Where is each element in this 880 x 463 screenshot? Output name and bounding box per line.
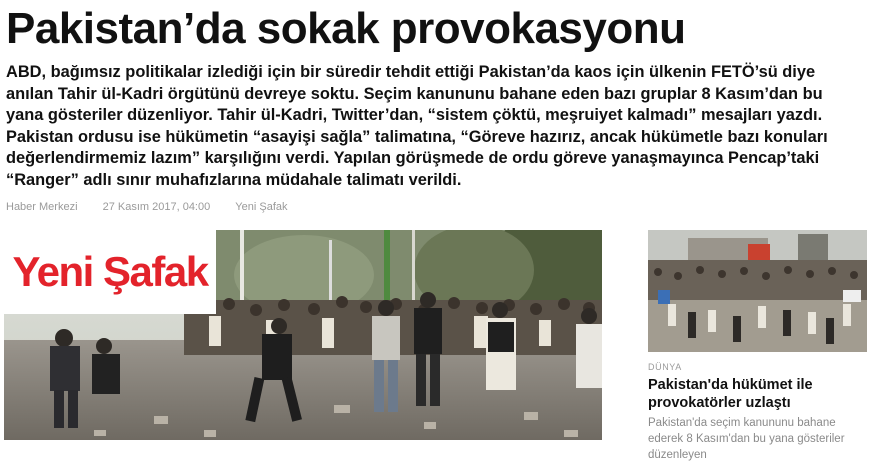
article-date: 27 Kasım 2017, 04:00 xyxy=(102,201,211,213)
article-source[interactable]: Yeni Şafak xyxy=(235,201,288,213)
related-article-photo[interactable] xyxy=(648,230,867,352)
logo-text: Yeni Şafak xyxy=(12,248,208,295)
main-article-photo[interactable] xyxy=(4,230,602,440)
article-author[interactable]: Haber Merkezi xyxy=(6,201,78,213)
article-meta xyxy=(6,201,310,213)
related-article-description: Pakistan'da seçim kanununu bahane ederek 8 Kasım'dan bu yana gösteriler düzenleyen xyxy=(648,417,845,461)
article-summary: ABD, bağımsız politikalar izlediği için bir süredir tehdit ettiği Pakistan’da kaos için ülkenin FETÖ’sü diye anılan Tahir ül-Kadri örgütünü devreye soktu. Seçim kanununu bahane eden bazı gruplar 8 Kasım’dan bu yana gösteriler düzenliyor. Tahir ül-Kadri, Twitter’dan, “sistem çöktü, meşruiyet kalmadı” mesajları yazdı. Pakistan ordusu ise hükümetin “asayişi sağla” talimatına, “Göreve hazırız, ancak hükümetle bazı konuları değerlendirmemiz lazım” karşılığını verdi. Yapılan görüşmede de ordu göreve yanaşmayınca Pencap’taki “Ranger” adlı sınır muhafızlarına müdahale talimatı verildi. xyxy=(6,63,828,189)
related-category[interactable]: DÜNYA xyxy=(648,362,682,372)
article-headline: Pakistan’da sokak provokasyonu xyxy=(6,4,686,53)
yeni-safak-logo xyxy=(4,230,216,314)
related-article-title[interactable]: Pakistan'da hükümet ile provokatörler uzlaştı xyxy=(648,377,813,411)
crowd-protest-photo xyxy=(648,230,867,352)
